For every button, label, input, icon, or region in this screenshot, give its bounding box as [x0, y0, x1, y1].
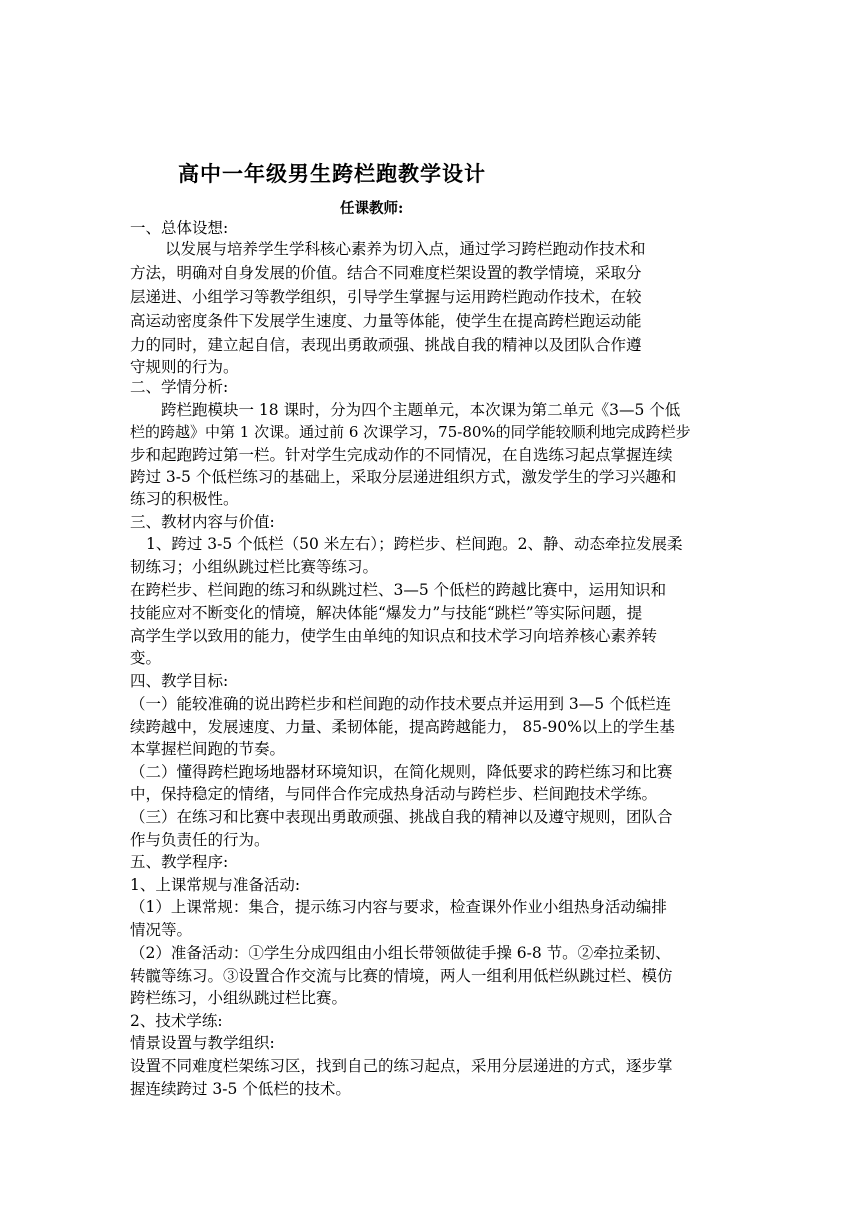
paragraph-line: 跨过 3-5 个低栏练习的基础上，采取分层递进组织方式，激发学生的学习兴趣和: [130, 468, 677, 486]
heading-teaching-goals: 四、教学目标:: [130, 672, 229, 690]
subheading-routine: 1、上课常规与准备活动:: [130, 876, 301, 894]
paragraph-line: （一）能较准确的说出跨栏步和栏间跑的动作技术要点并运用到 3—5 个低栏连: [130, 695, 672, 713]
paragraph-line: 跨栏跑模块一 18 课时，分为四个主题单元，本次课为第二单元《3—5 个低: [161, 401, 681, 419]
paragraph-line: 以发展与培养学生学科核心素养为切入点，通过学习跨栏跑动作技术和: [165, 240, 646, 258]
heading-student-analysis: 二、学情分析:: [130, 378, 229, 396]
paragraph-line: 续跨越中，发展速度、力量、柔韧体能，提高跨越能力， 85-90%以上的学生基: [130, 718, 675, 736]
paragraph-line: 作与负责任的行为。: [130, 831, 270, 849]
paragraph-line: 步和起跑跨过第一栏。针对学生完成动作的不同情况，在自选练习起点掌握连续: [130, 446, 673, 464]
subheading-technique: 2、技术学练:: [130, 1012, 223, 1030]
paragraph-line: 栏的跨越》中第 1 次课。通过前 6 次课学习，75-80%的同学能较顺利地完成跨栏步: [130, 423, 691, 441]
paragraph-line: 转髋等练习。③设置合作交流与比赛的情境，两人一组利用低栏纵跳过栏、模仿: [130, 967, 673, 985]
paragraph-line: 方法，明确对自身发展的价值。结合不同难度栏架设置的教学情境，采取分: [130, 264, 642, 282]
paragraph-line: 情况等。: [130, 921, 193, 939]
paragraph-line: 1、跨过 3-5 个低栏（50 米左右）；跨栏步、栏间跑。2、静、动态牵拉发展柔: [146, 535, 683, 553]
paragraph-line: 中，保持稳定的情绪，与同伴合作完成热身活动与跨栏步、栏间跑技术学练。: [130, 785, 658, 803]
heading-content-value: 三、教材内容与价值:: [130, 513, 275, 531]
paragraph-line: 力的同时，建立起自信，表现出勇敢顽强、挑战自我的精神以及团队合作遵: [130, 336, 642, 354]
paragraph-line: 高运动密度条件下发展学生速度、力量等体能，使学生在提高跨栏跑运动能: [130, 312, 642, 330]
paragraph-line: 跨栏练习，小组纵跳过栏比赛。: [130, 989, 348, 1007]
paragraph-line: （三）在练习和比赛中表现出勇敢顽强、挑战自我的精神以及遵守规则，团队合: [130, 808, 673, 826]
paragraph-line: （1）上课常规：集合，提示练习内容与要求，检查课外作业小组热身活动编排: [130, 898, 667, 916]
document-title: 高中一年级男生跨栏跑教学设计: [178, 161, 486, 186]
paragraph-line: 层递进、小组学习等教学组织，引导学生掌握与运用跨栏跑动作技术，在较: [130, 288, 642, 306]
heading-teaching-procedure: 五、教学程序:: [130, 853, 229, 871]
paragraph-line: 高学生学以致用的能力，使学生由单纯的知识点和技术学习向培养核心素养转: [130, 627, 658, 645]
paragraph-line: 本掌握栏间跑的节奏。: [130, 740, 286, 758]
heading-overall-plan: 一、总体设想:: [130, 219, 229, 237]
paragraph-line: （2）准备活动：①学生分成四组由小组长带领做徒手操 6-8 节。②牵拉柔韧、: [130, 944, 671, 962]
paragraph-line: 在跨栏步、栏间跑的练习和纵跳过栏、3—5 个低栏的跨越比赛中，运用知识和: [130, 581, 667, 599]
paragraph-line: 练习的积极性。: [130, 490, 239, 508]
paragraph-line: 变。: [130, 649, 162, 667]
paragraph-line: 韧练习；小组纵跳过栏比赛等练习。: [130, 558, 379, 576]
paragraph-line: 情景设置与教学组织:: [130, 1034, 275, 1052]
paragraph-line: 守规则的行为。: [130, 358, 239, 376]
paragraph-line: 设置不同难度栏架练习区，找到自己的练习起点，采用分层递进的方式，逐步掌: [130, 1057, 673, 1075]
paragraph-line: 技能应对不断变化的情境，解决体能“爆发力”与技能“跳栏”等实际问题，提: [130, 604, 643, 622]
paragraph-line: 握连续跨过 3-5 个低栏的技术。: [130, 1080, 351, 1098]
teacher-label: 任课教师:: [340, 200, 404, 217]
paragraph-line: （二）懂得跨栏跑场地器材环境知识，在简化规则，降低要求的跨栏练习和比赛: [130, 763, 673, 781]
